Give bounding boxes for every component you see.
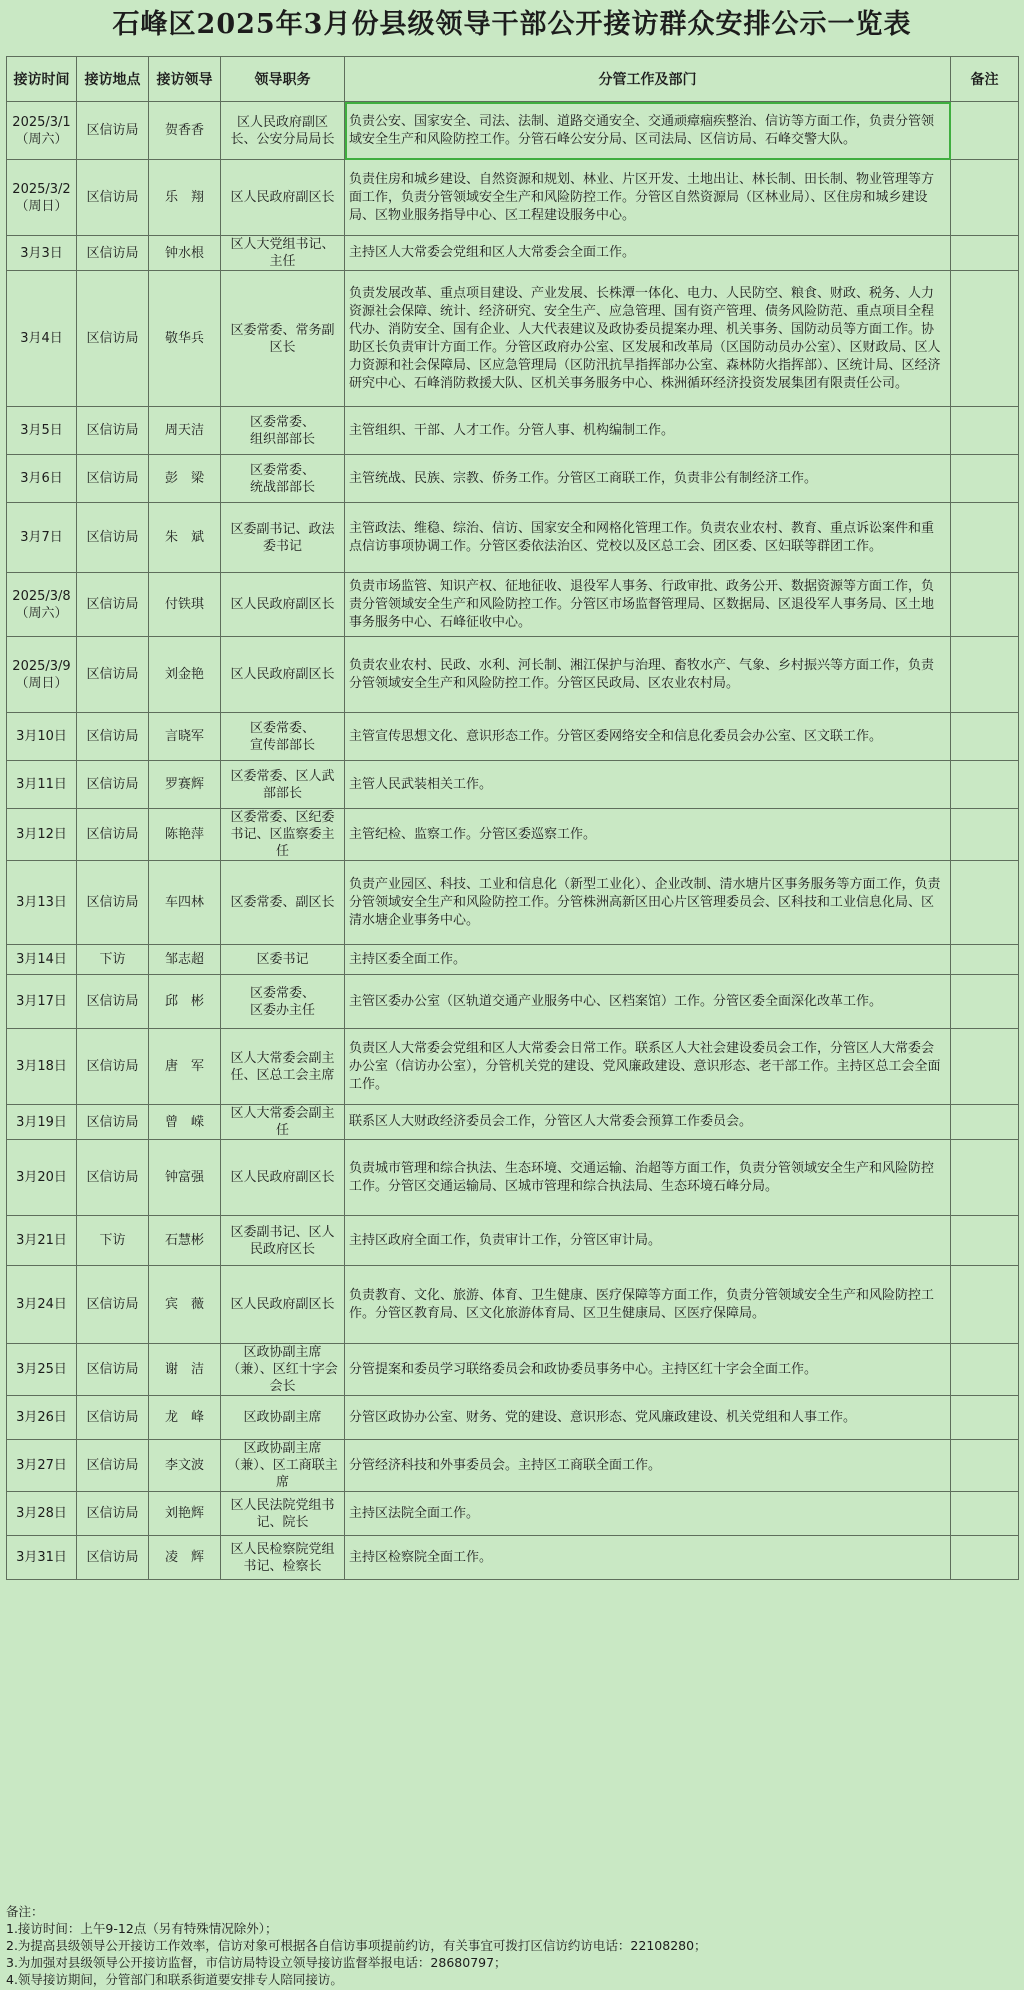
table-row	[7, 713, 1019, 761]
cell-place: 区信访局	[77, 102, 149, 160]
cell-leader: 彭 梁	[149, 455, 221, 503]
cell-position: 区人民政府副区长	[221, 573, 345, 637]
cell-leader: 邱 彬	[149, 975, 221, 1029]
cell-time: 3月7日	[7, 503, 77, 573]
cell-remark	[951, 503, 1019, 573]
cell-duties: 主管宣传思想文化、意识形态工作。分管区委网络安全和信息化委员会办公室、区文联工作。	[345, 713, 951, 761]
cell-position: 区委常委、区纪委书记、区监察委主任	[221, 809, 345, 861]
cell-time: 3月28日	[7, 1492, 77, 1536]
table-row	[7, 407, 1019, 455]
cell-place: 区信访局	[77, 1492, 149, 1536]
cell-place: 区信访局	[77, 1440, 149, 1492]
cell-duties: 主管统战、民族、宗教、侨务工作。分管区工商联工作，负责非公有制经济工作。	[345, 455, 951, 503]
cell-duties: 负责农业农村、民政、水利、河长制、湘江保护与治理、畜牧水产、气象、乡村振兴等方面工作，负责分管领域安全生产和风险防控工作。分管区民政局、区农业农村局。	[345, 637, 951, 713]
cell-time: 3月20日	[7, 1140, 77, 1216]
table-row	[7, 861, 1019, 945]
cell-duties: 负责发展改革、重点项目建设、产业发展、长株潭一体化、电力、人民防空、粮食、财政、税务、人力资源社会保障、统计、经济研究、安全生产、应急管理、国有资产管理、债务风险防范、重点项目全程代办、消防安全、国有企业、人大代表建议及政协委员提案办理、机关事务、国防动员等方面工作。协助区长负责审计方面工作。分管区政府办公室、区发展和改革局（区国防动员办公室）、区财政局、区人力资源和社会保障局、区应急管理局（区防汛抗旱指挥部办公室、森林防火指挥部）、区统计局、区经济研究中心、石峰消防救援大队、区机关事务服务中心、株洲循环经济投资发展集团有限责任公司。	[345, 271, 951, 407]
table-row	[7, 1344, 1019, 1396]
cell-position: 区委副书记、区人民政府区长	[221, 1216, 345, 1266]
cell-position: 区人民政府副区长、公安分局局长	[221, 102, 345, 160]
cell-time: 3月24日	[7, 1266, 77, 1344]
cell-position: 区委常委、常务副区长	[221, 271, 345, 407]
cell-remark	[951, 1536, 1019, 1580]
cell-position: 区委常委、副区长	[221, 861, 345, 945]
cell-time: 2025/3/1 （周六）	[7, 102, 77, 160]
cell-place: 区信访局	[77, 861, 149, 945]
cell-time: 3月18日	[7, 1029, 77, 1105]
cell-remark	[951, 1216, 1019, 1266]
table-row	[7, 761, 1019, 809]
cell-leader: 宾 薇	[149, 1266, 221, 1344]
cell-position: 区人大常委会副主任、区总工会主席	[221, 1029, 345, 1105]
cell-position: 区人民法院党组书记、院长	[221, 1492, 345, 1536]
cell-duties: 主管政法、维稳、综治、信访、国家安全和网格化管理工作。负责农业农村、教育、重点诉讼案件和重点信访事项协调工作。分管区委依法治区、党校以及区总工会、团区委、区妇联等群团工作。	[345, 503, 951, 573]
cell-place: 区信访局	[77, 713, 149, 761]
cell-remark	[951, 809, 1019, 861]
table-row	[7, 1536, 1019, 1580]
cell-leader: 李文波	[149, 1440, 221, 1492]
cell-leader: 凌 辉	[149, 1536, 221, 1580]
cell-place: 区信访局	[77, 1344, 149, 1396]
cell-position: 区人民政府副区长	[221, 637, 345, 713]
table-row	[7, 160, 1019, 236]
cell-duties: 分管提案和委员学习联络委员会和政协委员事务中心。主持区红十字会全面工作。	[345, 1344, 951, 1396]
cell-leader: 乐 翔	[149, 160, 221, 236]
cell-duties: 分管经济科技和外事委员会。主持区工商联全面工作。	[345, 1440, 951, 1492]
cell-remark	[951, 1029, 1019, 1105]
cell-duties: 负责产业园区、科技、工业和信息化（新型工业化）、企业改制、清水塘片区事务服务等方面工作，负责分管领域安全生产和风险防控工作。分管株洲高新区田心片区管理委员会、区科技和工业信息化局、区清水塘企业事务中心。	[345, 861, 951, 945]
cell-leader: 邹志超	[149, 945, 221, 975]
cell-time: 3月21日	[7, 1216, 77, 1266]
table-row	[7, 1105, 1019, 1140]
table-row	[7, 1216, 1019, 1266]
cell-remark	[951, 160, 1019, 236]
cell-duties: 主持区法院全面工作。	[345, 1492, 951, 1536]
cell-place: 区信访局	[77, 455, 149, 503]
cell-place: 区信访局	[77, 160, 149, 236]
cell-position: 区政协副主席（兼）、区红十字会会长	[221, 1344, 345, 1396]
note-item: 3.为加强对县级领导公开接访监督，市信访局特设立领导接访监督举报电话：28680797；	[6, 1955, 507, 1970]
cell-remark	[951, 102, 1019, 160]
cell-place: 区信访局	[77, 1396, 149, 1440]
header-duties: 分管工作及部门	[345, 57, 951, 102]
cell-time: 3月25日	[7, 1344, 77, 1396]
cell-place: 区信访局	[77, 975, 149, 1029]
cell-remark	[951, 761, 1019, 809]
cell-time: 3月3日	[7, 236, 77, 271]
cell-leader: 罗赛辉	[149, 761, 221, 809]
cell-position: 区政协副主席	[221, 1396, 345, 1440]
cell-leader: 车四林	[149, 861, 221, 945]
cell-leader: 钟富强	[149, 1140, 221, 1216]
page-title: 石峰区2025年3月份县级领导干部公开接访群众安排公示一览表	[112, 9, 912, 40]
cell-remark	[951, 455, 1019, 503]
cell-place: 区信访局	[77, 573, 149, 637]
cell-leader: 贺香香	[149, 102, 221, 160]
table-row	[7, 503, 1019, 573]
cell-place: 下访	[77, 945, 149, 975]
cell-remark	[951, 236, 1019, 271]
table-row	[7, 975, 1019, 1029]
cell-time: 3月31日	[7, 1536, 77, 1580]
cell-duties: 主管人民武装相关工作。	[345, 761, 951, 809]
cell-duties: 主持区委全面工作。	[345, 945, 951, 975]
cell-position: 区人民政府副区长	[221, 160, 345, 236]
table-header-row	[7, 57, 1019, 102]
cell-time: 3月19日	[7, 1105, 77, 1140]
cell-place: 区信访局	[77, 503, 149, 573]
cell-leader: 刘金艳	[149, 637, 221, 713]
cell-duties: 负责区人大常委会党组和区人大常委会日常工作。联系区人大社会建设委员会工作，分管区人大常委会办公室（信访办公室），分管机关党的建设、党风廉政建设、意识形态、老干部工作。主持区总工会全面工作。	[345, 1029, 951, 1105]
cell-remark	[951, 713, 1019, 761]
notes	[6, 1903, 1018, 1988]
cell-remark	[951, 1396, 1019, 1440]
cell-position: 区委常委、 组织部部长	[221, 407, 345, 455]
cell-time: 3月14日	[7, 945, 77, 975]
header-leader: 接访领导	[149, 57, 221, 102]
cell-time: 3月17日	[7, 975, 77, 1029]
cell-duties: 分管区政协办公室、财务、党的建设、意识形态、党风廉政建设、机关党组和人事工作。	[345, 1396, 951, 1440]
cell-time: 3月10日	[7, 713, 77, 761]
table-row	[7, 271, 1019, 407]
cell-remark	[951, 1492, 1019, 1536]
cell-leader: 唐 军	[149, 1029, 221, 1105]
cell-time: 3月13日	[7, 861, 77, 945]
cell-place: 区信访局	[77, 809, 149, 861]
cell-duties: 主管纪检、监察工作。分管区委巡察工作。	[345, 809, 951, 861]
table-row	[7, 809, 1019, 861]
cell-position: 区委副书记、政法委书记	[221, 503, 345, 573]
cell-position: 区委常委、 区委办主任	[221, 975, 345, 1029]
cell-leader: 谢 洁	[149, 1344, 221, 1396]
cell-time: 3月5日	[7, 407, 77, 455]
schedule-table	[6, 56, 1019, 1580]
cell-duties: 主管区委办公室（区轨道交通产业服务中心、区档案馆）工作。分管区委全面深化改革工作。	[345, 975, 951, 1029]
cell-duties: 负责城市管理和综合执法、生态环境、交通运输、治超等方面工作，负责分管领域安全生产和风险防控工作。分管区交通运输局、区城市管理和综合执法局、生态环境石峰分局。	[345, 1140, 951, 1216]
table-row	[7, 1492, 1019, 1536]
table-row	[7, 1266, 1019, 1344]
table-row	[7, 573, 1019, 637]
cell-time: 2025/3/9 （周日）	[7, 637, 77, 713]
cell-place: 区信访局	[77, 1266, 149, 1344]
cell-remark	[951, 271, 1019, 407]
cell-place: 区信访局	[77, 761, 149, 809]
cell-position: 区委书记	[221, 945, 345, 975]
cell-remark	[951, 1344, 1019, 1396]
header-position: 领导职务	[221, 57, 345, 102]
header-time: 接访时间	[7, 57, 77, 102]
cell-place: 区信访局	[77, 1029, 149, 1105]
cell-position: 区人大党组书记、主任	[221, 236, 345, 271]
header-place: 接访地点	[77, 57, 149, 102]
notes-heading: 备注：	[6, 1904, 44, 1919]
cell-remark	[951, 945, 1019, 975]
cell-leader: 石慧彬	[149, 1216, 221, 1266]
cell-duties: 负责住房和城乡建设、自然资源和规划、林业、片区开发、土地出让、林长制、田长制、物业管理等方面工作，负责分管领域安全生产和风险防控工作。分管区自然资源局（区林业局）、区住房和城乡建设局、区物业服务指导中心、区工程建设服务中心。	[345, 160, 951, 236]
cell-position: 区政协副主席（兼）、区工商联主席	[221, 1440, 345, 1492]
cell-duties: 主持区人大常委会党组和区人大常委会全面工作。	[345, 236, 951, 271]
cell-duties: 负责市场监管、知识产权、征地征收、退役军人事务、行政审批、政务公开、数据资源等方面工作，负责分管领域安全生产和风险防控工作。分管区市场监督管理局、区数据局、区退役军人事务局、区土地事务服务中心、石峰征收中心。	[345, 573, 951, 637]
cell-duties: 负责公安、国家安全、司法、法制、道路交通安全、交通顽瘴痼疾整治、信访等方面工作，负责分管领域安全生产和风险防控工作。分管石峰公安分局、区司法局、区信访局、石峰交警大队。	[345, 102, 951, 160]
cell-time: 2025/3/8 （周六）	[7, 573, 77, 637]
cell-place: 区信访局	[77, 407, 149, 455]
header-remark: 备注	[951, 57, 1019, 102]
cell-leader: 周天洁	[149, 407, 221, 455]
cell-position: 区人民政府副区长	[221, 1266, 345, 1344]
cell-leader: 龙 峰	[149, 1396, 221, 1440]
table-row	[7, 637, 1019, 713]
cell-duties: 主管组织、干部、人才工作。分管人事、机构编制工作。	[345, 407, 951, 455]
cell-duties: 联系区人大财政经济委员会工作，分管区人大常委会预算工作委员会。	[345, 1105, 951, 1140]
cell-remark	[951, 975, 1019, 1029]
cell-position: 区人民检察院党组书记、检察长	[221, 1536, 345, 1580]
cell-place: 区信访局	[77, 236, 149, 271]
cell-place: 区信访局	[77, 1140, 149, 1216]
cell-position: 区委常委、 宣传部部长	[221, 713, 345, 761]
cell-leader: 曾 嵘	[149, 1105, 221, 1140]
cell-duties: 主持区检察院全面工作。	[345, 1536, 951, 1580]
cell-leader: 钟水根	[149, 236, 221, 271]
cell-time: 3月6日	[7, 455, 77, 503]
table-row	[7, 945, 1019, 975]
cell-duties: 主持区政府全面工作，负责审计工作，分管区审计局。	[345, 1216, 951, 1266]
table-row	[7, 1140, 1019, 1216]
cell-time: 3月27日	[7, 1440, 77, 1492]
cell-duties: 负责教育、文化、旅游、体育、卫生健康、医疗保障等方面工作，负责分管领域安全生产和风险防控工作。分管区教育局、区文化旅游体育局、区卫生健康局、区医疗保障局。	[345, 1266, 951, 1344]
cell-time: 2025/3/2 （周日）	[7, 160, 77, 236]
cell-place: 区信访局	[77, 637, 149, 713]
cell-leader: 陈艳萍	[149, 809, 221, 861]
table-row	[7, 1396, 1019, 1440]
cell-remark	[951, 637, 1019, 713]
cell-time: 3月12日	[7, 809, 77, 861]
cell-place: 下访	[77, 1216, 149, 1266]
cell-remark	[951, 407, 1019, 455]
cell-remark	[951, 573, 1019, 637]
note-item: 1.接访时间：上午9-12点（另有特殊情况除外）；	[6, 1921, 278, 1936]
cell-place: 区信访局	[77, 271, 149, 407]
cell-leader: 言晓军	[149, 713, 221, 761]
cell-time: 3月26日	[7, 1396, 77, 1440]
table-row	[7, 455, 1019, 503]
cell-remark	[951, 1140, 1019, 1216]
table-row	[7, 1029, 1019, 1105]
cell-leader: 朱 斌	[149, 503, 221, 573]
note-item: 4.领导接访期间，分管部门和联系街道要安排专人陪同接访。	[6, 1972, 343, 1987]
cell-place: 区信访局	[77, 1536, 149, 1580]
cell-remark	[951, 861, 1019, 945]
cell-remark	[951, 1440, 1019, 1492]
table-body	[7, 102, 1019, 1580]
cell-leader: 敬华兵	[149, 271, 221, 407]
cell-position: 区人大常委会副主任	[221, 1105, 345, 1140]
cell-position: 区委常委、区人武部部长	[221, 761, 345, 809]
cell-position: 区人民政府副区长	[221, 1140, 345, 1216]
cell-time: 3月11日	[7, 761, 77, 809]
table-row	[7, 102, 1019, 160]
cell-remark	[951, 1266, 1019, 1344]
cell-remark	[951, 1105, 1019, 1140]
note-item: 2.为提高县级领导公开接访工作效率，信访对象可根据各自信访事项提前约访，有关事宜可拨打区信访约访电话：22108280；	[6, 1938, 707, 1953]
table-row	[7, 1440, 1019, 1492]
cell-time: 3月4日	[7, 271, 77, 407]
cell-place: 区信访局	[77, 1105, 149, 1140]
cell-leader: 付铁琪	[149, 573, 221, 637]
cell-leader: 刘艳辉	[149, 1492, 221, 1536]
table-row	[7, 236, 1019, 271]
cell-position: 区委常委、 统战部部长	[221, 455, 345, 503]
